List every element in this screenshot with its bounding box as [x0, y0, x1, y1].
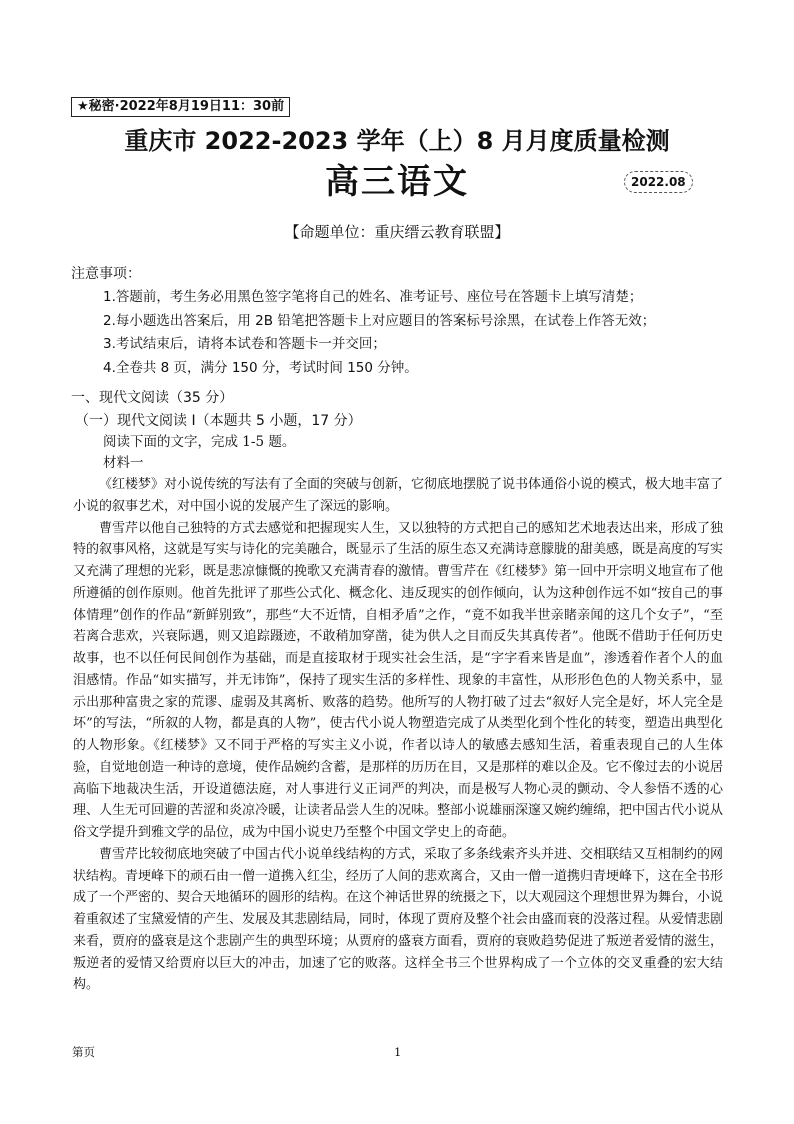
notice-item: 1.答题前，考生务必用黑色签字笔将自己的姓名、准考证号、座位号在答题卡上填写清楚；: [103, 289, 643, 305]
material-label: 材料一: [103, 455, 144, 471]
reading-passage: [73, 474, 723, 996]
page-number: 1: [394, 1045, 402, 1059]
notice-item: 3.考试结束后，请将本试卷和答题卡一并交回；: [103, 336, 386, 352]
passage-paragraph: 曹雪芹以他自己独特的方式去感觉和把握现实人生，又以独特的方式把自己的感知艺术地表达出来，形成了独特的叙事风格，这就是写实与诗化的完美融合，既显示了生活的原生态又充满诗意朦胧的甜美感，既是高度的写实又充满了理想的光彩，既是悲凉慷慨的挽歌又充满青春的激情。曹雪芹在《红楼梦》第一回中开宗明义地宣布了他所遵循的创作原则。他首先批评了那些公式化、概念化、违反现实的创作倾向，认为这种创作远不如“按自己的事体情理”创作的作品“新鲜别致”，那些“大不近情，自相矛盾”之作，“竟不如我半世亲睹亲闻的这几个女子”，“至若离合悲欢，兴衰际遇，则又追踪蹑迹，不敢稍加穿凿，徒为供人之目而反失其真传者”。他既不借助于任何历史故事，也不以任何民间创作为基础，而是直接取材于现实社会生活，是“字字看来皆是血”，渗透着作者个人的血泪感情。作品“如实描写，并无讳饰”，保持了现实生活的多样性、现象的丰富性，从形形色色的人物关系中，显示出那种富贵之家的荒谬、虚弱及其离析、败落的趋势。他所写的人物打破了过去“叙好人完全是好，坏人完全是坏”的写法，“所叙的人物，都是真的人物”，使古代小说人物塑造完成了从类型化到个性化的转变，塑造出典型化的人物形象。《红楼梦》又不同于严格的写实主义小说，作者以诗人的敏感去感知生活，着重表现自己的人生体验，自觉地创造一种诗的意境，使作品婉约含蓄，是那样的历历在目，又是那样的难以企及。它不像过去的小说居高临下地裁决生活，开设道德法庭，对人事进行义正词严的判决，而是极写人物心灵的颤动、令人参悟不透的心理、人生无可回避的苦涩和炎凉冷暖，让读者品尝人生的况味。整部小说雄丽深邃又婉约缠绵，把中国古代小说从俗文学提升到雅文学的品位，成为中国小说史乃至整个中国文学史上的奇葩。: [73, 520, 724, 840]
secret-label: ★秘密·2022年8月19日11：30前: [71, 97, 290, 117]
notice-list: [103, 286, 655, 380]
notice-heading: 注意事项：: [71, 266, 141, 282]
notice-item: 4.全卷共 8 页，满分 150 分，考试时间 150 分钟。: [103, 359, 418, 376]
page-label: 第页: [72, 1045, 95, 1059]
notice-item: 2.每小题选出答案后，用 2B 铅笔把答题卡上对应题目的答案标号涂黑，在试卷上作答无效；: [103, 312, 656, 329]
reading-instruction: 阅读下面的文字，完成 1-5 题。: [103, 434, 296, 450]
passage-paragraph: 曹雪芹比较彻底地突破了中国古代小说单线结构的方式，采取了多条线索齐头并进、交相联结又互相制约的网状结构。青埂峰下的顽石由一僧一道携入红尘，经历了人间的悲欢离合，又由一僧一道携归青埂峰下，这在全书形成了一个严密的、契合天地循环的圆形的结构。在这个神话世界的统摄之下，以大观园这个理想世界为舞台，小说着重叙述了宝黛爱情的产生、发展及其悲剧结局，同时，体现了贾府及整个社会由盛而衰的没落过程。从爱情悲剧来看，贾府的盛衰是这个悲剧产生的典型环境；从贾府的盛衰方面看，贾府的衰败趋势促进了叛逆者爱情的滋生，叛逆者的爱情又给贾府以巨大的冲击，加速了它的败落。这样全书三个世界构成了一个立体的交叉重叠的宏大结构。: [73, 846, 724, 993]
section-heading: 一、现代文阅读（35 分）: [71, 390, 234, 406]
subsection-heading: （一）现代文阅读 I（本题共 5 小题，17 分）: [75, 413, 362, 429]
passage-paragraph: 《红楼梦》对小说传统的写法有了全面的突破与创新，它彻底地摆脱了说书体通俗小说的模式，极大地丰富了小说的叙事艺术，对中国小说的发展产生了深远的影响。: [73, 477, 724, 514]
exam-title: 重庆市 2022-2023 学年（上）8 月月度质量检测: [124, 127, 670, 155]
date-badge: 2022.08: [624, 171, 693, 193]
issuing-unit: 【命题单位：重庆缙云教育联盟】: [284, 223, 510, 241]
subject-title: 高三语文: [325, 162, 469, 202]
